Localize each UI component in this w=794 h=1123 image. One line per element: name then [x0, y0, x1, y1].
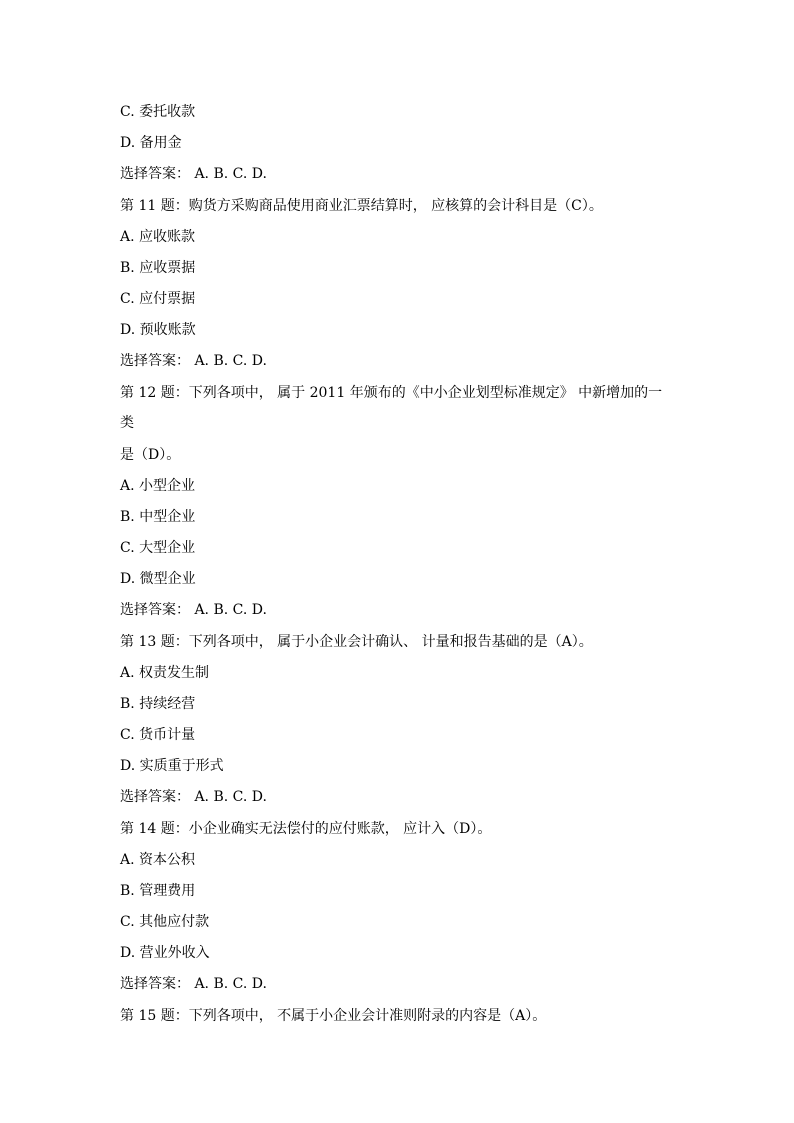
option-a-q12: A. 小型企业: [120, 478, 196, 494]
option-c-q12: C. 大型企业: [120, 540, 196, 556]
option-d-q12: D. 微型企业: [120, 571, 196, 587]
question-11: 第 11 题：购货方采购商品使用商业汇票结算时， 应核算的会计科目是（C）。: [120, 198, 603, 214]
answer-choices-q13: 选择答案： A. B. C. D.: [120, 789, 267, 805]
answer-choices-q10: 选择答案： A. B. C. D.: [120, 166, 267, 182]
option-d-q10: D. 备用金: [120, 135, 182, 151]
option-a-q13: A. 权责发生制: [120, 665, 210, 681]
option-d-q11: D. 预收账款: [120, 322, 196, 338]
question-12-cont-1: 类: [120, 415, 134, 431]
option-b-q14: B. 管理费用: [120, 883, 196, 899]
option-a-q14: A. 资本公积: [120, 852, 196, 868]
option-c-q13: C. 货币计量: [120, 727, 196, 743]
option-d-q13: D. 实质重于形式: [120, 758, 224, 774]
option-b-q13: B. 持续经营: [120, 696, 196, 712]
option-c-q10: C. 委托收款: [120, 104, 196, 120]
question-15: 第 15 题：下列各项中， 不属于小企业会计准则附录的内容是（A）。: [120, 1008, 547, 1024]
option-d-q14: D. 营业外收入: [120, 945, 210, 961]
question-12: 第 12 题：下列各项中， 属于 2011 年颁布的《中小企业划型标准规定》 中新增加的一: [120, 385, 663, 401]
option-c-q14: C. 其他应付款: [120, 914, 210, 930]
option-b-q11: B. 应收票据: [120, 260, 196, 276]
question-13: 第 13 题：下列各项中， 属于小企业会计确认、 计量和报告基础的是（A）。: [120, 634, 593, 650]
question-12-cont-2: 是（D）。: [120, 447, 181, 463]
question-14: 第 14 题：小企业确实无法偿付的应付账款， 应计入（D）。: [120, 821, 492, 837]
answer-choices-q12: 选择答案： A. B. C. D.: [120, 602, 267, 618]
option-a-q11: A. 应收账款: [120, 229, 196, 245]
answer-choices-q11: 选择答案： A. B. C. D.: [120, 353, 267, 369]
option-c-q11: C. 应付票据: [120, 291, 196, 307]
answer-choices-q14: 选择答案： A. B. C. D.: [120, 976, 267, 992]
option-b-q12: B. 中型企业: [120, 509, 196, 525]
